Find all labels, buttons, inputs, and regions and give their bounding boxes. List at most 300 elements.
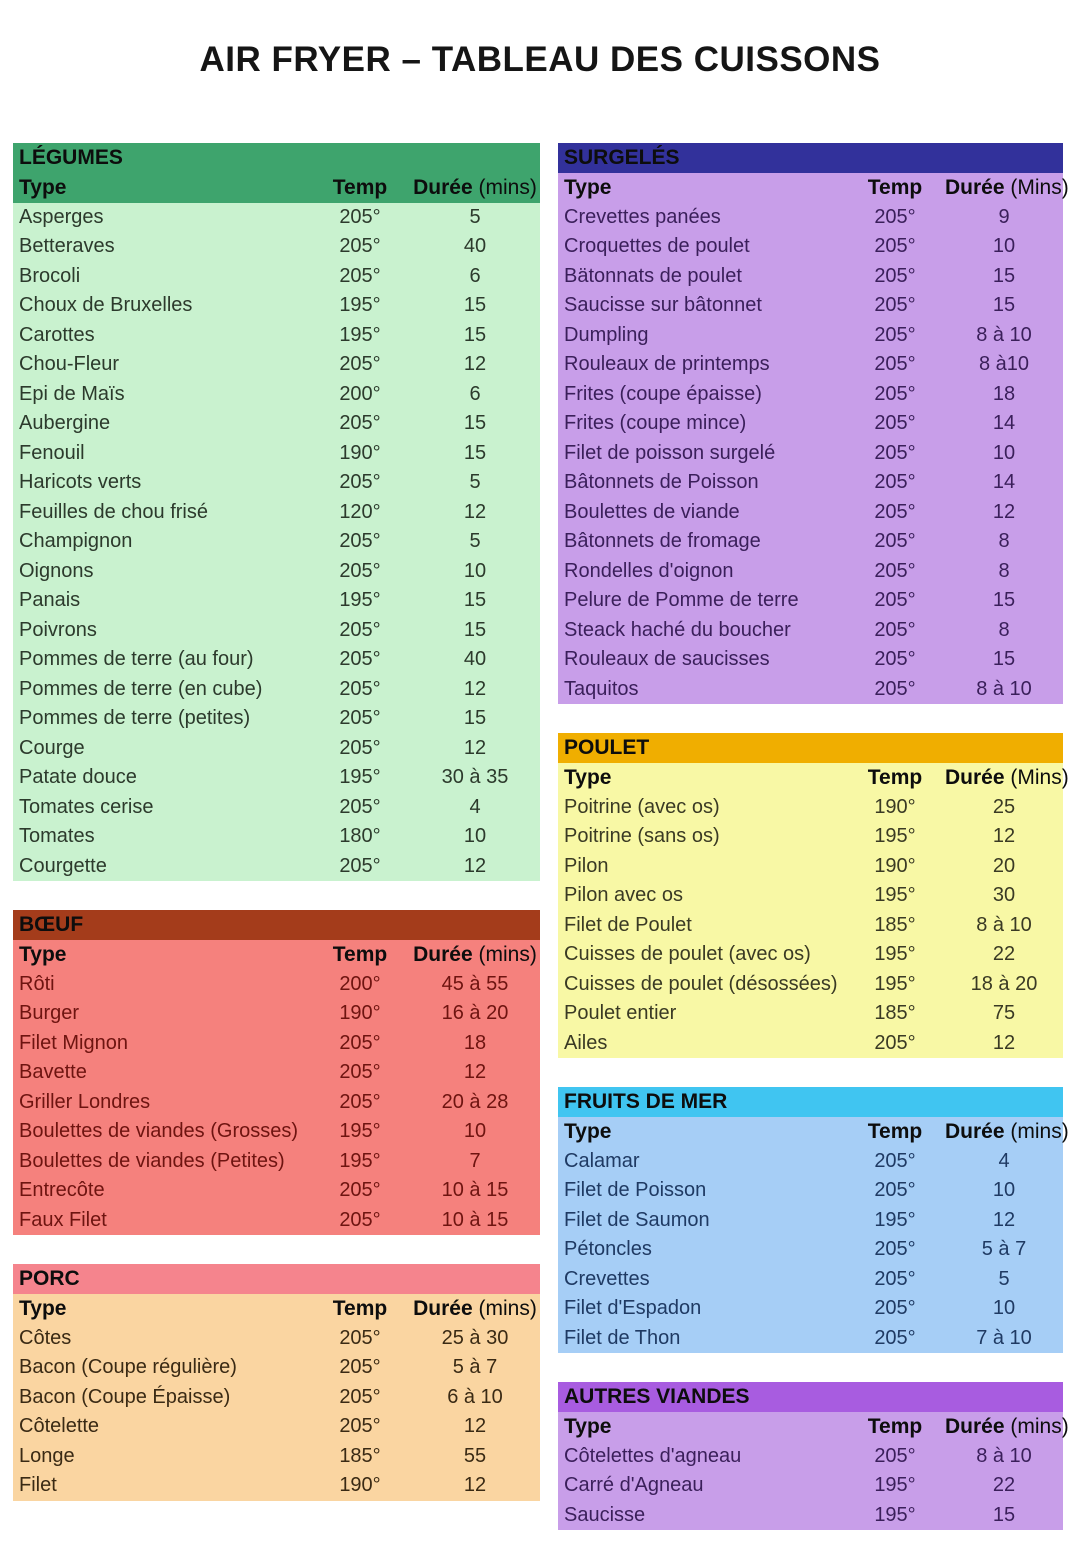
cell-duree: 18 à 20 <box>970 972 1038 995</box>
cell-duree: 10 <box>992 1179 1016 1201</box>
cell-temp: 205° <box>874 589 916 611</box>
cell-type: Pilon avec os <box>564 884 683 906</box>
cell-duree: 12 <box>463 1474 487 1496</box>
table-row <box>13 380 540 410</box>
table-row <box>13 1029 540 1059</box>
cell-type: Panais <box>19 589 81 611</box>
cell-type: Crevettes <box>564 1267 650 1290</box>
column-header-row <box>13 173 540 203</box>
cell-duree: 15 <box>992 1503 1016 1526</box>
cell-duree: 12 <box>463 677 487 700</box>
cell-type: Pelure de Pomme de terre <box>564 589 799 611</box>
cell-temp: 205° <box>339 707 381 729</box>
cell-type: Côtelette <box>19 1415 100 1437</box>
column-header-row <box>558 763 1069 793</box>
cell-temp: 205° <box>339 1208 381 1231</box>
column-header-row <box>558 173 1069 203</box>
table-row <box>13 350 540 380</box>
table-row <box>13 232 540 262</box>
duree-unit: (mins) <box>478 176 537 199</box>
cell-temp: 195° <box>874 1503 916 1526</box>
cell-temp: 185° <box>874 913 916 936</box>
cell-type: Boulettes de viandes (Petites) <box>19 1149 285 1172</box>
cell-type: Frites (coupe mince) <box>564 412 747 434</box>
cell-duree: 18 <box>992 382 1016 405</box>
cell-temp: 205° <box>874 294 916 316</box>
cell-type: Courge <box>19 736 85 759</box>
cell-type: Bacon (Coupe Épaisse) <box>19 1385 231 1408</box>
table-row <box>13 1412 540 1442</box>
column-header-duree <box>410 940 540 970</box>
cell-duree: 15 <box>463 618 487 641</box>
table-row <box>13 1117 540 1147</box>
table-row <box>13 291 540 321</box>
cell-temp: 205° <box>874 1297 916 1319</box>
cell-temp: 205° <box>874 1179 916 1201</box>
cell-temp: 195° <box>339 766 381 788</box>
cell-temp: 195° <box>874 1208 916 1231</box>
cell-duree: 15 <box>992 648 1016 670</box>
cell-duree: 5 <box>998 1267 1010 1290</box>
column-header-type: Type <box>19 176 67 199</box>
cell-type: Calamar <box>564 1149 640 1172</box>
cell-type: Filet Mignon <box>19 1031 128 1054</box>
table-row <box>558 380 1063 410</box>
table-autres-viandes <box>558 1382 1069 1530</box>
cell-type: Filet de Poulet <box>564 913 692 936</box>
table-porc <box>13 1264 540 1501</box>
cell-temp: 205° <box>874 323 916 346</box>
table-row <box>13 1324 540 1354</box>
cell-type: Filet <box>19 1474 57 1496</box>
table-row <box>558 911 1063 941</box>
cell-duree: 55 <box>463 1444 487 1467</box>
cell-type: Pétoncles <box>564 1238 652 1260</box>
cell-temp: 205° <box>874 1149 916 1172</box>
table-row <box>558 350 1063 380</box>
table-row <box>13 203 540 233</box>
cell-type: Epi de Maïs <box>19 382 125 405</box>
column-header-row <box>13 1294 540 1324</box>
table-row <box>558 999 1063 1029</box>
cell-temp: 205° <box>339 854 381 877</box>
cell-type: Rôti <box>19 972 55 995</box>
table-row <box>13 262 540 292</box>
cell-type: Burger <box>19 1002 80 1024</box>
cell-temp: 205° <box>874 1326 916 1349</box>
section-title-boeuf: BŒUF <box>13 910 540 940</box>
section-title-poulet: POULET <box>558 733 1063 763</box>
cell-duree: 14 <box>992 412 1016 434</box>
cell-temp: 205° <box>339 1415 381 1437</box>
table-row <box>13 1353 540 1383</box>
cell-duree: 15 <box>992 264 1016 287</box>
cell-temp: 120° <box>339 500 381 523</box>
cell-duree: 20 à 28 <box>441 1090 509 1113</box>
cell-type: Ailes <box>564 1031 608 1054</box>
cell-type: Betteraves <box>19 235 115 257</box>
cell-type: Tomates <box>19 825 95 847</box>
cell-duree: 5 <box>469 205 481 228</box>
cell-type: Carré d'Agneau <box>564 1474 704 1496</box>
table-row <box>558 1265 1063 1295</box>
cell-type: Champignon <box>19 530 133 552</box>
cell-temp: 200° <box>339 382 381 405</box>
cell-temp: 205° <box>339 471 381 493</box>
table-row <box>558 1294 1063 1324</box>
table-row <box>13 498 540 528</box>
cell-temp: 195° <box>874 1474 916 1496</box>
cell-type: Pommes de terre (en cube) <box>19 677 263 700</box>
table-row <box>558 793 1063 823</box>
cell-temp: 180° <box>339 825 381 847</box>
cell-temp: 190° <box>874 795 916 818</box>
cell-type: Longe <box>19 1444 75 1467</box>
table-row <box>558 468 1063 498</box>
cell-temp: 205° <box>874 530 916 552</box>
cell-duree: 15 <box>463 589 487 611</box>
cell-duree: 20 <box>992 854 1016 877</box>
right-column <box>558 143 1069 1559</box>
table-row <box>558 1206 1063 1236</box>
column-header-temp: Temp <box>332 176 388 199</box>
table-row <box>558 645 1063 675</box>
cell-temp: 205° <box>339 1061 381 1083</box>
cell-duree: 15 <box>992 589 1016 611</box>
table-row <box>558 616 1063 646</box>
cell-duree: 15 <box>463 441 487 464</box>
cell-temp: 205° <box>874 648 916 670</box>
cell-temp: 205° <box>339 353 381 375</box>
table-row <box>558 232 1063 262</box>
cell-duree: 12 <box>463 353 487 375</box>
cell-temp: 205° <box>339 559 381 582</box>
cell-duree: 12 <box>992 1031 1016 1054</box>
table-row <box>13 734 540 764</box>
cell-temp: 205° <box>874 471 916 493</box>
cell-temp: 205° <box>874 1031 916 1054</box>
section-title-surgeles: SURGELÉS <box>558 143 1063 173</box>
column-header-duree <box>410 173 540 203</box>
table-row <box>13 822 540 852</box>
duree-label: Durée <box>413 1297 473 1320</box>
cell-type: Entrecôte <box>19 1179 105 1201</box>
cell-duree: 15 <box>463 294 487 316</box>
table-row <box>13 1383 540 1413</box>
cell-type: Côtelettes d'agneau <box>564 1444 742 1467</box>
table-row <box>558 557 1063 587</box>
table-row <box>13 527 540 557</box>
cell-type: Saucisse sur bâtonnet <box>564 294 762 316</box>
cell-temp: 205° <box>874 559 916 582</box>
cell-type: Taquitos <box>564 677 639 700</box>
cell-duree: 18 <box>463 1031 487 1054</box>
cell-duree: 8 <box>998 618 1010 641</box>
cell-type: Rouleaux de saucisses <box>564 648 770 670</box>
cell-temp: 205° <box>339 618 381 641</box>
cell-duree: 8 à10 <box>978 353 1030 375</box>
table-row <box>13 557 540 587</box>
section-title-autres-viandes: AUTRES VIANDES <box>558 1382 1063 1412</box>
cell-type: Poivrons <box>19 618 97 641</box>
column-header-duree <box>945 1117 1069 1147</box>
duree-label: Durée <box>945 176 1005 199</box>
cell-type: Cuisses de poulet (désossées) <box>564 972 838 995</box>
cell-temp: 195° <box>874 943 916 965</box>
cell-type: Choux de Bruxelles <box>19 294 193 316</box>
cell-duree: 75 <box>992 1002 1016 1024</box>
cell-duree: 25 à 30 <box>441 1326 509 1349</box>
cell-duree: 12 <box>463 1415 487 1437</box>
cell-duree: 10 <box>992 441 1016 464</box>
table-row <box>558 321 1063 351</box>
table-row <box>13 409 540 439</box>
cell-type: Pommes de terre (petites) <box>19 707 251 729</box>
cell-type: Aubergine <box>19 412 111 434</box>
cell-temp: 195° <box>339 294 381 316</box>
cell-type: Patate douce <box>19 766 137 788</box>
cell-type: Faux Filet <box>19 1208 107 1231</box>
table-row <box>13 704 540 734</box>
table-row <box>13 645 540 675</box>
table-row <box>558 822 1063 852</box>
duree-unit: (Mins) <box>1010 176 1069 199</box>
cell-type: Bacon (Coupe régulière) <box>19 1356 237 1378</box>
cell-duree: 15 <box>463 412 487 434</box>
table-row <box>13 1442 540 1472</box>
column-header-temp: Temp <box>867 766 923 789</box>
cell-type: Boulettes de viandes (Grosses) <box>19 1120 299 1142</box>
table-row <box>13 1471 540 1501</box>
column-header-type: Type <box>564 766 612 789</box>
cell-temp: 205° <box>874 205 916 228</box>
duree-unit: (mins) <box>1010 1415 1069 1438</box>
table-row <box>13 852 540 882</box>
cell-type: Bâtonnets de Poisson <box>564 471 759 493</box>
cell-duree: 4 <box>469 795 481 818</box>
cell-temp: 185° <box>339 1444 381 1467</box>
table-row <box>558 1324 1063 1354</box>
cell-duree: 15 <box>992 294 1016 316</box>
cell-type: Rouleaux de printemps <box>564 353 770 375</box>
table-row <box>558 1176 1063 1206</box>
table-row <box>558 586 1063 616</box>
cell-temp: 205° <box>339 1090 381 1113</box>
cell-temp: 205° <box>874 1238 916 1260</box>
cell-temp: 205° <box>339 677 381 700</box>
cell-duree: 8 à 10 <box>976 1444 1032 1467</box>
cell-type: Filet de Poisson <box>564 1179 707 1201</box>
cell-duree: 7 à 10 <box>976 1326 1032 1349</box>
cell-duree: 5 <box>469 471 481 493</box>
table-row <box>13 616 540 646</box>
cell-duree: 22 <box>992 943 1016 965</box>
cell-duree: 6 <box>469 382 481 405</box>
cell-temp: 185° <box>874 1002 916 1024</box>
section-title-fruits-de-mer: FRUITS DE MER <box>558 1087 1063 1117</box>
cell-temp: 205° <box>874 677 916 700</box>
cell-type: Courgette <box>19 854 107 877</box>
cell-type: Dumpling <box>564 323 649 346</box>
cell-temp: 205° <box>339 412 381 434</box>
cell-duree: 40 <box>463 235 487 257</box>
cell-temp: 205° <box>874 382 916 405</box>
column-header-duree <box>945 1412 1069 1442</box>
table-poulet <box>558 733 1069 1058</box>
table-row <box>13 970 540 1000</box>
cell-temp: 205° <box>339 205 381 228</box>
cell-temp: 205° <box>874 412 916 434</box>
table-row <box>558 439 1063 469</box>
cell-type: Rondelles d'oignon <box>564 559 734 582</box>
column-header-duree <box>410 1294 540 1324</box>
cell-type: Filet de Thon <box>564 1326 681 1349</box>
table-row <box>558 1029 1063 1059</box>
cell-type: Poitrine (avec os) <box>564 795 720 818</box>
column-header-temp: Temp <box>867 1120 923 1143</box>
cell-type: Bâtonnets de fromage <box>564 530 761 552</box>
table-row <box>13 321 540 351</box>
table-row <box>13 468 540 498</box>
table-row <box>558 409 1063 439</box>
cell-duree: 12 <box>463 500 487 523</box>
cell-duree: 30 à 35 <box>441 766 509 788</box>
table-row <box>558 1147 1063 1177</box>
table-row <box>558 881 1063 911</box>
cell-duree: 10 <box>463 559 487 582</box>
table-row <box>558 291 1063 321</box>
table-row <box>13 675 540 705</box>
table-row <box>558 1501 1063 1531</box>
column-header-duree <box>945 763 1069 793</box>
cell-type: Brocoli <box>19 264 81 287</box>
cell-temp: 205° <box>339 1385 381 1408</box>
column-header-row <box>558 1117 1069 1147</box>
cell-temp: 205° <box>339 235 381 257</box>
cell-temp: 205° <box>874 235 916 257</box>
cell-type: Crevettes panées <box>564 205 721 228</box>
cell-temp: 205° <box>874 618 916 641</box>
cell-type: Filet de Saumon <box>564 1208 710 1231</box>
cell-type: Griller Londres <box>19 1090 151 1113</box>
cell-temp: 205° <box>339 795 381 818</box>
cell-type: Bätonnats de poulet <box>564 264 742 287</box>
cell-temp: 195° <box>874 972 916 995</box>
cell-temp: 200° <box>339 972 381 995</box>
column-header-row <box>558 1412 1069 1442</box>
cell-type: Poitrine (sans os) <box>564 825 720 847</box>
cell-duree: 7 <box>469 1149 481 1172</box>
cell-temp: 205° <box>874 441 916 464</box>
section-title-porc: PORC <box>13 1264 540 1294</box>
cell-type: Bavette <box>19 1061 87 1083</box>
cell-duree: 22 <box>992 1474 1016 1496</box>
cell-temp: 205° <box>874 1267 916 1290</box>
table-legumes <box>13 143 540 881</box>
table-row <box>13 793 540 823</box>
cell-duree: 8 à 10 <box>976 913 1032 936</box>
table-row <box>13 1088 540 1118</box>
table-row <box>13 1147 540 1177</box>
cell-duree: 4 <box>998 1149 1010 1172</box>
cell-duree: 16 à 20 <box>441 1002 509 1024</box>
column-header-type: Type <box>564 1120 612 1143</box>
duree-unit: (mins) <box>478 1297 537 1320</box>
column-header-type: Type <box>564 1415 612 1438</box>
table-row <box>558 675 1063 705</box>
cell-duree: 5 à 7 <box>452 1356 498 1378</box>
cell-duree: 40 <box>463 648 487 670</box>
cell-temp: 205° <box>339 1031 381 1054</box>
cell-type: Haricots verts <box>19 471 142 493</box>
cell-duree: 10 <box>992 235 1016 257</box>
column-header-type: Type <box>19 1297 67 1320</box>
cell-temp: 195° <box>339 323 381 346</box>
duree-label: Durée <box>413 176 473 199</box>
left-column <box>13 143 540 1530</box>
cell-temp: 205° <box>339 1356 381 1378</box>
cell-temp: 205° <box>874 353 916 375</box>
cell-duree: 9 <box>998 205 1010 228</box>
cell-type: Pilon <box>564 854 609 877</box>
cell-duree: 10 <box>992 1297 1016 1319</box>
cell-duree: 12 <box>463 1061 487 1083</box>
page-title: AIR FRYER – TABLEAU DES CUISSONS <box>199 40 881 79</box>
section-title-legumes: LÉGUMES <box>13 143 540 173</box>
cell-temp: 205° <box>874 1444 916 1467</box>
cell-type: Côtes <box>19 1326 72 1349</box>
column-header-temp: Temp <box>332 1297 388 1320</box>
table-row <box>558 1442 1063 1472</box>
cell-duree: 5 <box>469 530 481 552</box>
cell-type: Pommes de terre (au four) <box>19 648 254 670</box>
cell-duree: 6 à 10 <box>447 1385 503 1408</box>
table-row <box>13 439 540 469</box>
column-header-row <box>13 940 540 970</box>
cell-temp: 205° <box>339 530 381 552</box>
table-row <box>558 527 1063 557</box>
cell-type: Saucisse <box>564 1503 646 1526</box>
cell-duree: 8 <box>998 559 1010 582</box>
cell-temp: 205° <box>874 500 916 523</box>
duree-label: Durée <box>413 943 473 966</box>
table-row <box>558 940 1063 970</box>
cell-temp: 195° <box>874 884 916 906</box>
cell-type: Filet de poisson surgelé <box>564 441 776 464</box>
cell-duree: 15 <box>463 707 487 729</box>
cell-duree: 10 <box>463 1120 487 1142</box>
table-row <box>558 852 1063 882</box>
table-fruits-de-mer <box>558 1087 1069 1353</box>
cell-temp: 195° <box>339 1149 381 1172</box>
column-header-temp: Temp <box>332 943 388 966</box>
cell-duree: 14 <box>992 471 1016 493</box>
cell-duree: 5 à 7 <box>981 1238 1027 1260</box>
cell-type: Tomates cerise <box>19 795 154 818</box>
cell-duree: 12 <box>463 736 487 759</box>
cell-duree: 10 <box>463 825 487 847</box>
cell-duree: 12 <box>992 825 1016 847</box>
table-row <box>558 498 1063 528</box>
cell-duree: 15 <box>463 323 487 346</box>
cell-type: Oignons <box>19 559 94 582</box>
duree-unit: (mins) <box>1010 1120 1069 1143</box>
column-header-type: Type <box>19 943 67 966</box>
cell-temp: 205° <box>339 648 381 670</box>
cell-duree: 12 <box>992 500 1016 523</box>
table-row <box>558 203 1063 233</box>
table-row <box>13 763 540 793</box>
